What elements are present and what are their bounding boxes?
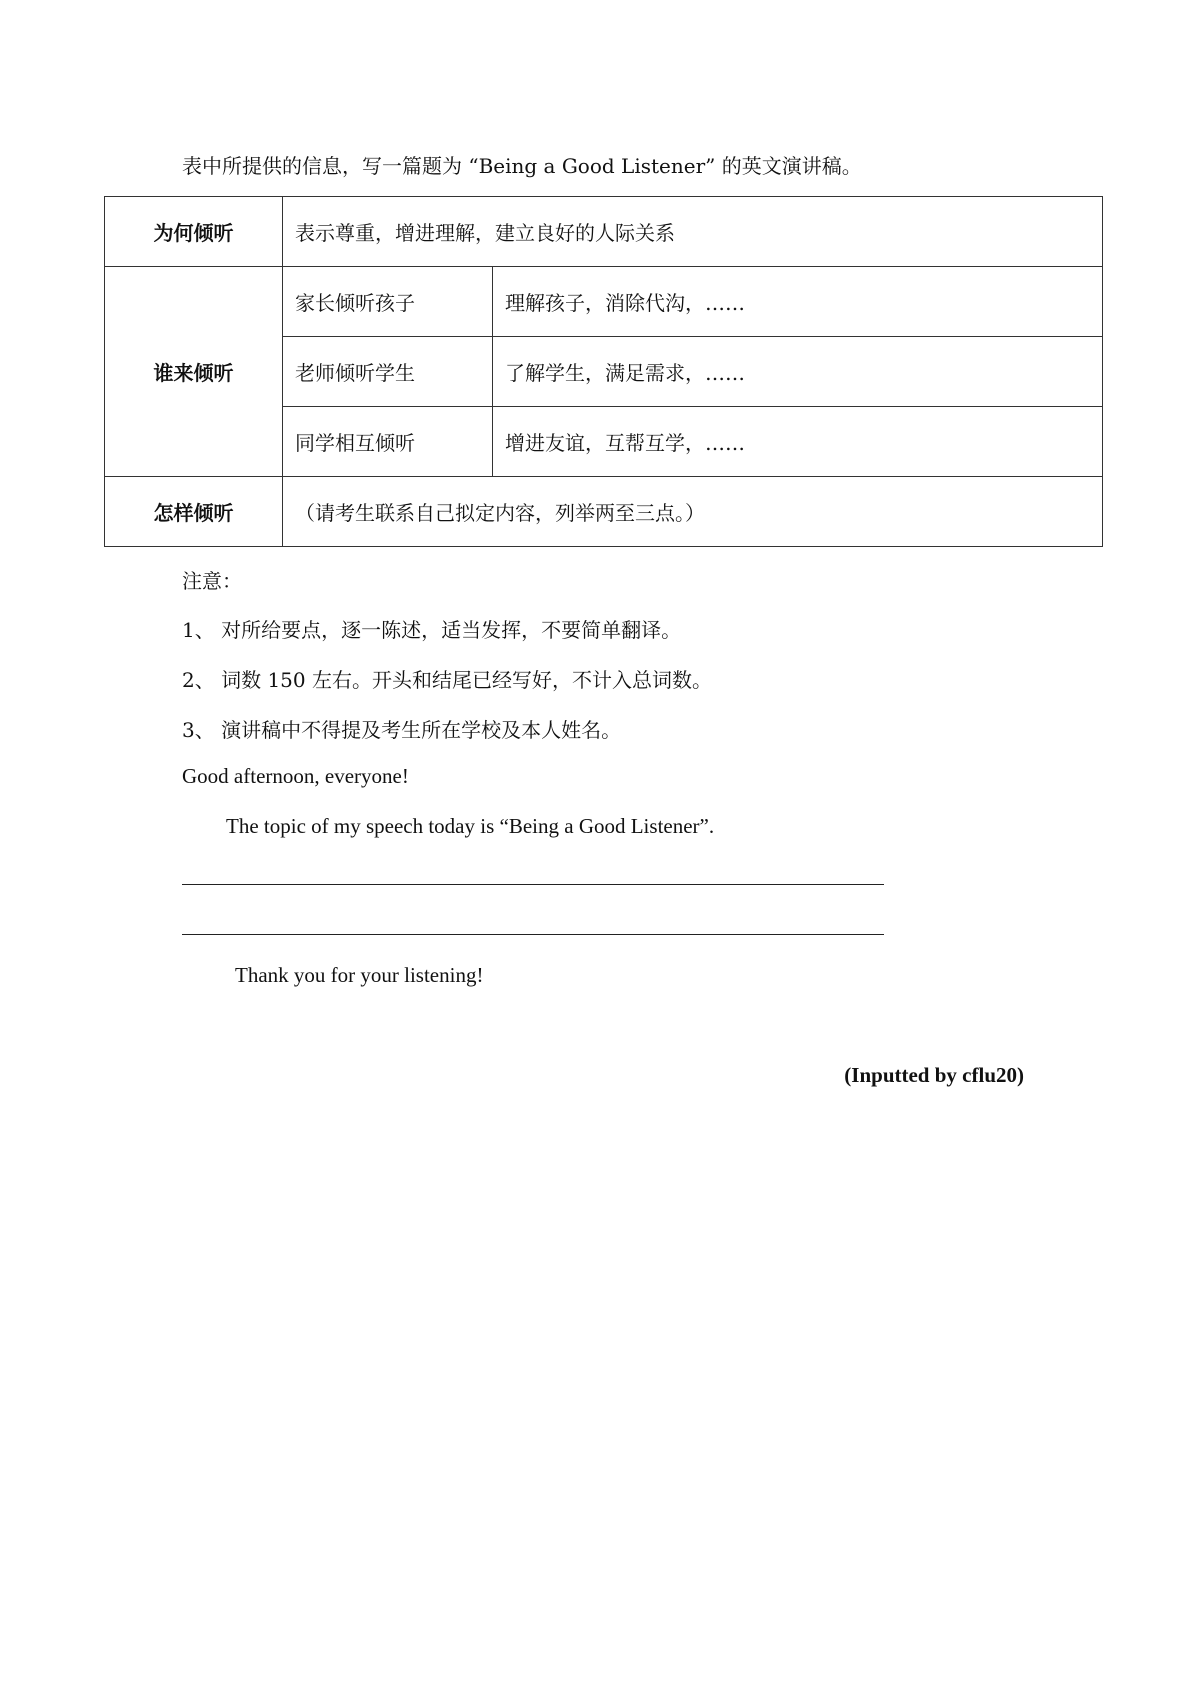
row-header-why: 为何倾听: [105, 197, 283, 267]
speech-greeting: Good afternoon, everyone!: [182, 764, 409, 788]
note-item: 3、 演讲稿中不得提及考生所在学校及本人姓名。: [182, 718, 622, 742]
cell-purpose: 了解学生，满足需求，……: [493, 337, 1103, 407]
cell-who: 同学相互倾听: [283, 407, 493, 477]
speech-closing: Thank you for your listening!: [235, 963, 484, 987]
input-credit: (Inputted by cflu20): [844, 1063, 1024, 1087]
table-row: [105, 477, 1103, 547]
cell-purpose: 理解孩子，消除代沟，……: [493, 267, 1103, 337]
row-header-who: 谁来倾听: [105, 267, 283, 477]
info-table: [104, 196, 1103, 547]
speech-opening: The topic of my speech today is “Being a Good Listener”.: [226, 814, 715, 838]
table-row: [105, 267, 1103, 337]
table-row: [105, 197, 1103, 267]
notes-heading: 注意：: [182, 569, 242, 593]
answer-blank-line: [182, 884, 884, 885]
cell-how-content: （请考生联系自己拟定内容，列举两至三点。）: [283, 477, 1103, 547]
instruction-text: 表中所提供的信息，写一篇题为 “Being a Good Listener” 的英文演讲稿。: [182, 154, 862, 178]
note-item: 1、 对所给要点，逐一陈述，适当发挥，不要简单翻译。: [182, 618, 682, 642]
cell-why-content: 表示尊重，增进理解，建立良好的人际关系: [283, 197, 1103, 267]
cell-who: 老师倾听学生: [283, 337, 493, 407]
cell-purpose: 增进友谊，互帮互学，……: [493, 407, 1103, 477]
row-header-how: 怎样倾听: [105, 477, 283, 547]
answer-blank-line: [182, 934, 884, 935]
cell-who: 家长倾听孩子: [283, 267, 493, 337]
note-item: 2、 词数 150 左右。开头和结尾已经写好，不计入总词数。: [182, 668, 712, 692]
